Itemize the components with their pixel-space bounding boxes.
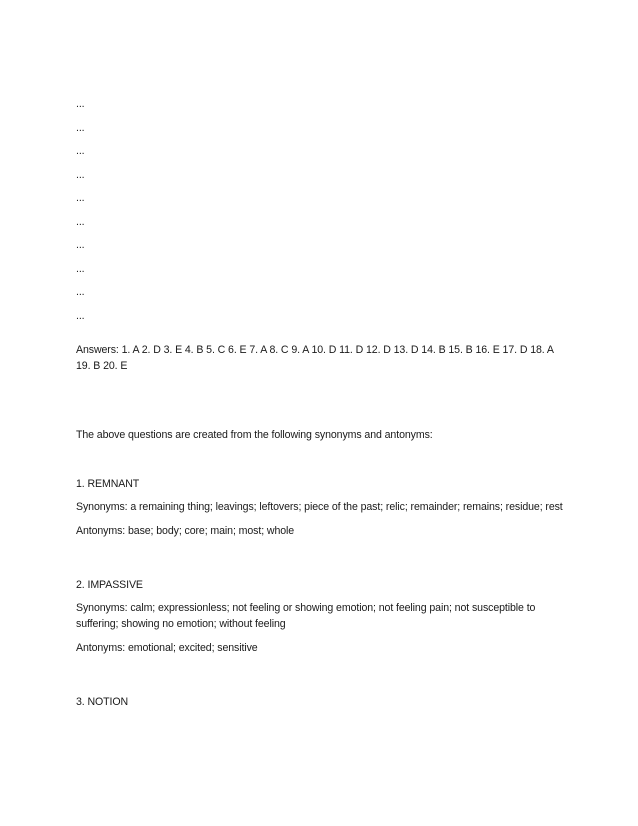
ellipsis-line: ... — [76, 145, 85, 157]
intro-paragraph: The above questions are created from the following synonyms and antonyms: — [76, 429, 433, 441]
ellipsis-line: ... — [76, 239, 85, 251]
ellipsis-line: ... — [76, 215, 85, 228]
entry-synonyms: Synonyms: a remaining thing; leavings; leftovers; piece of the past; relic; remainder; remains; residue; rest — [76, 501, 563, 513]
ellipsis-line: ... — [76, 262, 85, 275]
vocab-entry-notion — [76, 694, 566, 710]
answer-key: Answers: 1. A 2. D 3. E 4. B 5. C 6. E 7. A 8. C 9. A 10. D 11. D 12. D 13. D 14. B 15. B 16. E 17. D 18. A 19. B 20. E — [76, 344, 554, 372]
entry-antonyms: Antonyms: emotional; excited; sensitive — [76, 642, 258, 654]
ellipsis-line: ... — [76, 286, 85, 298]
vocab-entry-remnant — [76, 476, 566, 539]
question-placeholder-list — [76, 96, 566, 331]
entry-heading: 1. REMNANT — [76, 478, 140, 490]
entry-antonyms: Antonyms: base; body; core; main; most; whole — [76, 525, 295, 537]
entry-synonyms: Synonyms: calm; expressionless; not feeling or showing emotion; not feeling pain; not susceptible to suffering; showing no emotion; without feeling — [76, 602, 536, 630]
ellipsis-line: ... — [76, 121, 85, 134]
ellipsis-line: ... — [76, 309, 85, 322]
ellipsis-line: ... — [76, 168, 85, 181]
entry-heading: 3. NOTION — [76, 696, 129, 708]
vocab-entry-impassive — [76, 577, 566, 656]
ellipsis-line: ... — [76, 192, 85, 204]
entry-heading: 2. IMPASSIVE — [76, 579, 143, 591]
document-body — [76, 96, 566, 710]
ellipsis-line: ... — [76, 98, 85, 110]
